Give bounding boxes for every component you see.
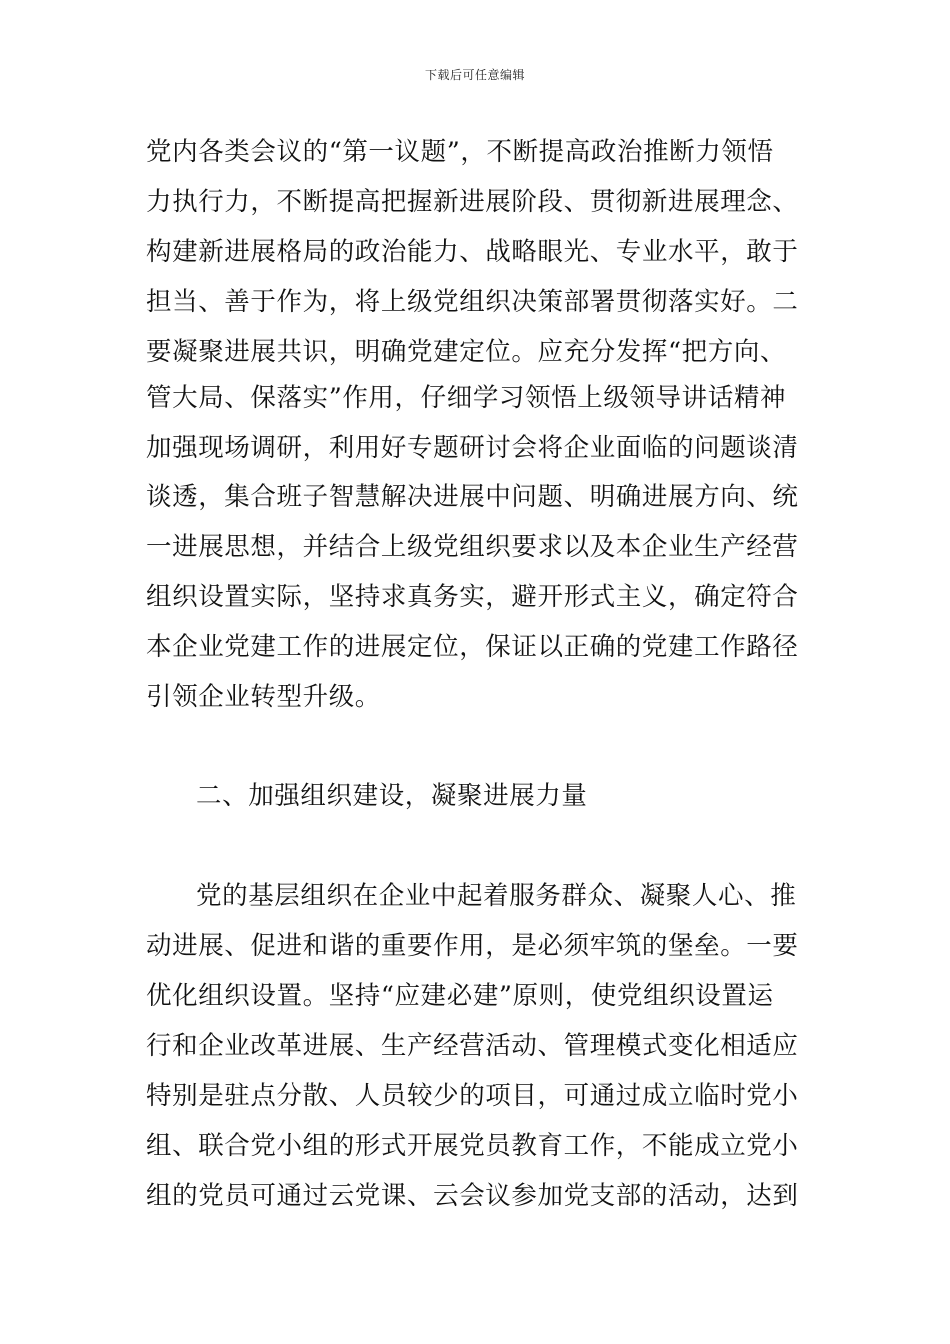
paragraph1-line-5: 要凝聚进展共识，明确党建定位。应充分发挥“把方向、 [146,337,787,367]
paragraph1-line-6: 管大局、保落实”作用，仔细学习领悟上级领导讲话精神 [146,383,787,413]
paragraph1-line-1: 党内各类会议的“第一议题”，不断提高政治推断力领悟 [146,137,774,167]
paragraph1-line-4: 担当、善于作为，将上级党组织决策部署贯彻落实好。二 [146,287,799,317]
paragraph1-line-7: 加强现场调研，利用好专题研讨会将企业面临的问题谈清 [146,433,799,463]
paragraph2-line-3: 优化组织设置。坚持“应建必建”原则，使党组织设置运 [146,981,774,1011]
paragraph2-line-6: 组、联合党小组的形式开展党员教育工作，不能成立党小 [146,1131,799,1161]
paragraph1-line-10: 组织设置实际，坚持求真务实，避开形式主义，确定符合 [146,582,799,612]
paragraph2-line-4: 行和企业改革进展、生产经营活动、管理模式变化相适应 [146,1031,799,1061]
paragraph1-line-8: 谈透，集合班子智慧解决进展中问题、明确进展方向、统 [146,482,799,512]
section-heading: 二、加强组织建设，凝聚进展力量 [196,781,588,811]
paragraph2-line-1: 党的基层组织在企业中起着服务群众、凝聚人心、推 [196,881,797,911]
paragraph1-line-9: 一进展思想，并结合上级党组织要求以及本企业生产经营 [146,532,799,562]
paragraph1-line-12: 引领企业转型升级。 [146,682,381,712]
paragraph2-line-5: 特别是驻点分散、人员较少的项目，可通过成立临时党小 [146,1081,799,1111]
paragraph1-line-2: 力执行力，不断提高把握新进展阶段、贯彻新进展理念、 [146,187,799,217]
paragraph2-line-2: 动进展、促进和谐的重要作用，是必须牢筑的堡垒。一要 [146,931,799,961]
paragraph1-line-11: 本企业党建工作的进展定位，保证以正确的党建工作路径 [146,632,799,662]
page-header: 下载后可任意编辑 [424,68,525,82]
paragraph2-line-7: 组的党员可通过云党课、云会议参加党支部的活动，达到 [146,1181,799,1211]
paragraph1-line-3: 构建新进展格局的政治能力、战略眼光、专业水平，敢于 [146,237,799,267]
